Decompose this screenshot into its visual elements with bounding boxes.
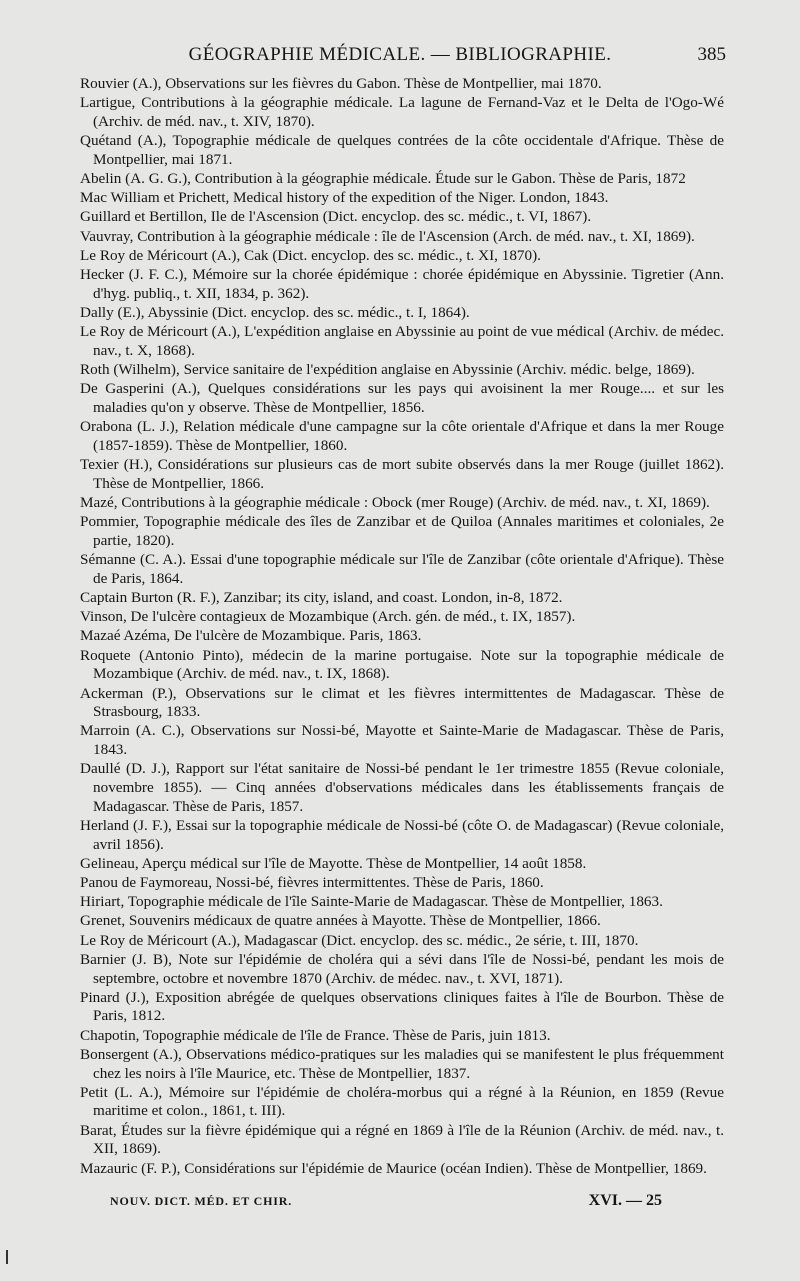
bibliography-entry: Mazé, Contributions à la géographie médicale : Obock (mer Rouge) (Archiv. de méd. nav., t. XI, 1869). (80, 493, 710, 511)
bibliography-entry: Grenet, Souvenirs médicaux de quatre années à Mayotte. Thèse de Montpellier, 1866. (80, 912, 601, 930)
bibliography-entry: De Gasperini (A.), Quelques considérations sur les pays qui avoisinent la mer Rouge.... et sur les maladies qu'on y observe. Thèse de Montpellier, 1856. (80, 380, 724, 416)
volume-sheet-number: XVI. — 25 (588, 1192, 662, 1209)
bibliography-entry: Sémanne (C. A.). Essai d'une topographie médicale sur l'île de Zanzibar (côte orientale d'Afrique). Thèse de Paris, 1864. (80, 551, 724, 587)
bibliography-entry: Le Roy de Méricourt (A.), Cak (Dict. encyclop. des sc. médic., t. XI, 1870). (80, 246, 541, 264)
bibliography-entry: Panou de Faymoreau, Nossi-bé, fièvres intermittentes. Thèse de Paris, 1860. (80, 874, 544, 892)
bibliography-entry: Dally (E.), Abyssinie (Dict. encyclop. des sc. médic., t. I, 1864). (80, 303, 470, 321)
bibliography-entry: Barat, Études sur la fièvre épidémique qui a régné en 1869 à l'île de la Réunion (Archiv. de méd. nav., t. XII, 1869). (80, 1121, 724, 1158)
bibliography-entry: Mazaé Azéma, De l'ulcère de Mozambique. Paris, 1863. (80, 627, 422, 645)
signature-mark: NOUV. DICT. MÉD. ET CHIR. (110, 1194, 293, 1208)
bibliography-entry: Texier (H.), Considérations sur plusieurs cas de mort subite observés dans la mer Rouge (juillet 1862). Thèse de Montpellier, 1866. (80, 456, 724, 492)
bibliography-entry: Pinard (J.), Exposition abrégée de quelques observations cliniques faites à l'île de Bourbon. Thèse de Paris, 1812. (80, 988, 724, 1025)
bibliography-entry: Lartigue, Contributions à la géographie médicale. La lagune de Fernand-Vaz et le Delta de l'Ogo-Wé (Archiv. de méd. nav., t. XIV, 1870). (80, 94, 724, 130)
bibliography-entry: Le Roy de Méricourt (A.), Madagascar (Dict. encyclop. des sc. médic., 2e série, t. III, 1870. (80, 931, 639, 949)
bibliography-entry: Le Roy de Méricourt (A.), L'expédition anglaise en Abyssinie au point de vue médical (Archiv. de médec. nav., t. X, 1868). (80, 323, 724, 359)
bibliography-entry: Barnier (J. B), Note sur l'épidémie de choléra qui a sévi dans l'île de Nossi-bé, pendant les mois de septembre, octobre et novembre 1870 (Archiv. de médec. nav., t. XVI, 1871). (80, 950, 724, 987)
bibliography-entry: Pommier, Topographie médicale des îles de Zanzibar et de Quiloa (Annales maritimes et coloniales, 2e partie, 1820). (80, 513, 724, 549)
bibliography-entry: Roth (Wilhelm), Service sanitaire de l'expédition anglaise en Abyssinie (Archiv. médic. belge, 1869). (80, 361, 695, 379)
page-number: 385 (697, 44, 726, 65)
bibliography-entry: Bonsergent (A.), Observations médico-pratiques sur les maladies qui se manifestent le plus fréquemment chez les noirs à l'île Maurice, etc. Thèse de Montpellier, 1837. (80, 1045, 724, 1082)
margin-mark (6, 1250, 8, 1264)
bibliography-entry: Ackerman (P.), Observations sur le climat et les fièvres intermittentes de Madagascar. Thèse de Strasbourg, 1833. (80, 684, 724, 721)
bibliography-entry: Abelin (A. G. G.), Contribution à la géographie médicale. Étude sur le Gabon. Thèse de Paris, 1872 (80, 170, 686, 188)
bibliography-entry: Quétand (A.), Topographie médicale de quelques contrées de la côte occidentale d'Afrique. Thèse de Montpellier, mai 1871. (80, 132, 724, 168)
bibliography-entry: Guillard et Bertillon, Ile de l'Ascension (Dict. encyclop. des sc. médic., t. VI, 1867). (80, 208, 592, 226)
page-footer (0, 1192, 800, 1216)
bibliography-entry: Rouvier (A.), Observations sur les fièvres du Gabon. Thèse de Montpellier, mai 1870. (80, 75, 602, 92)
bibliography-entry: Mac William et Prichett, Medical history of the expedition of the Niger. London, 1843. (80, 189, 609, 207)
bibliography-entry: Herland (J. F.), Essai sur la topographie médicale de Nossi-bé (côte O. de Madagascar) (Revue coloniale, avril 1856). (80, 816, 724, 853)
bibliography-entry: Marroin (A. C.), Observations sur Nossi-bé, Mayotte et Sainte-Marie de Madagascar. Thèse de Paris, 1843. (80, 722, 724, 759)
bibliography-entry: Hecker (J. F. C.), Mémoire sur la chorée épidémique : chorée épidémique en Abyssinie. Tigretier (Ann. d'hyg. publiq., t. XII, 1834, p. 362). (80, 266, 724, 302)
bibliography-entry: Captain Burton (R. F.), Zanzibar; its city, island, and coast. London, in-8, 1872. (80, 588, 563, 606)
bibliography-list (80, 75, 724, 1179)
bibliography-entry: Chapotin, Topographie médicale de l'île de France. Thèse de Paris, juin 1813. (80, 1026, 551, 1044)
bibliography-entry: Orabona (L. J.), Relation médicale d'une campagne sur la côte orientale d'Afrique et dans la mer Rouge (1857-1859). Thèse de Montpellier, 1860. (80, 418, 724, 454)
bibliography-entry: Roquete (Antonio Pinto), médecin de la marine portugaise. Note sur la topographie médicale de Mozambique (Archiv. de méd. nav., t. IX, 1868). (80, 646, 724, 683)
bibliography-entry: Petit (L. A.), Mémoire sur l'épidémie de choléra-morbus qui a régné à la Réunion, en 1859 (Revue maritime et colon., 1861, t. III). (80, 1083, 724, 1120)
bibliography-entry: Vauvray, Contribution à la géographie médicale : île de l'Ascension (Arch. de méd. nav., t. XI, 1869). (80, 227, 695, 245)
running-header (0, 44, 800, 74)
bibliography-entry: Vinson, De l'ulcère contagieux de Mozambique (Arch. gén. de méd., t. IX, 1857). (80, 608, 576, 626)
bibliography-entry: Gelineau, Aperçu médical sur l'île de Mayotte. Thèse de Montpellier, 14 août 1858. (80, 854, 587, 872)
page-title: GÉOGRAPHIE MÉDICALE. — BIBLIOGRAPHIE. (188, 44, 612, 65)
bibliography-entry: Hiriart, Topographie médicale de l'île Sainte-Marie de Madagascar. Thèse de Montpellier, 1863. (80, 893, 663, 911)
bibliography-entry: Mazauric (F. P.), Considérations sur l'épidémie de Maurice (océan Indien). Thèse de Montpellier, 1869. (80, 1159, 707, 1177)
bibliography-entry: Daullé (D. J.), Rapport sur l'état sanitaire de Nossi-bé pendant le 1er trimestre 1855 (Revue coloniale, novembre 1855). — Cinq années d'observations médicales dans les établissements français de Madagascar. Thèse de Paris, 1857. (80, 760, 724, 815)
